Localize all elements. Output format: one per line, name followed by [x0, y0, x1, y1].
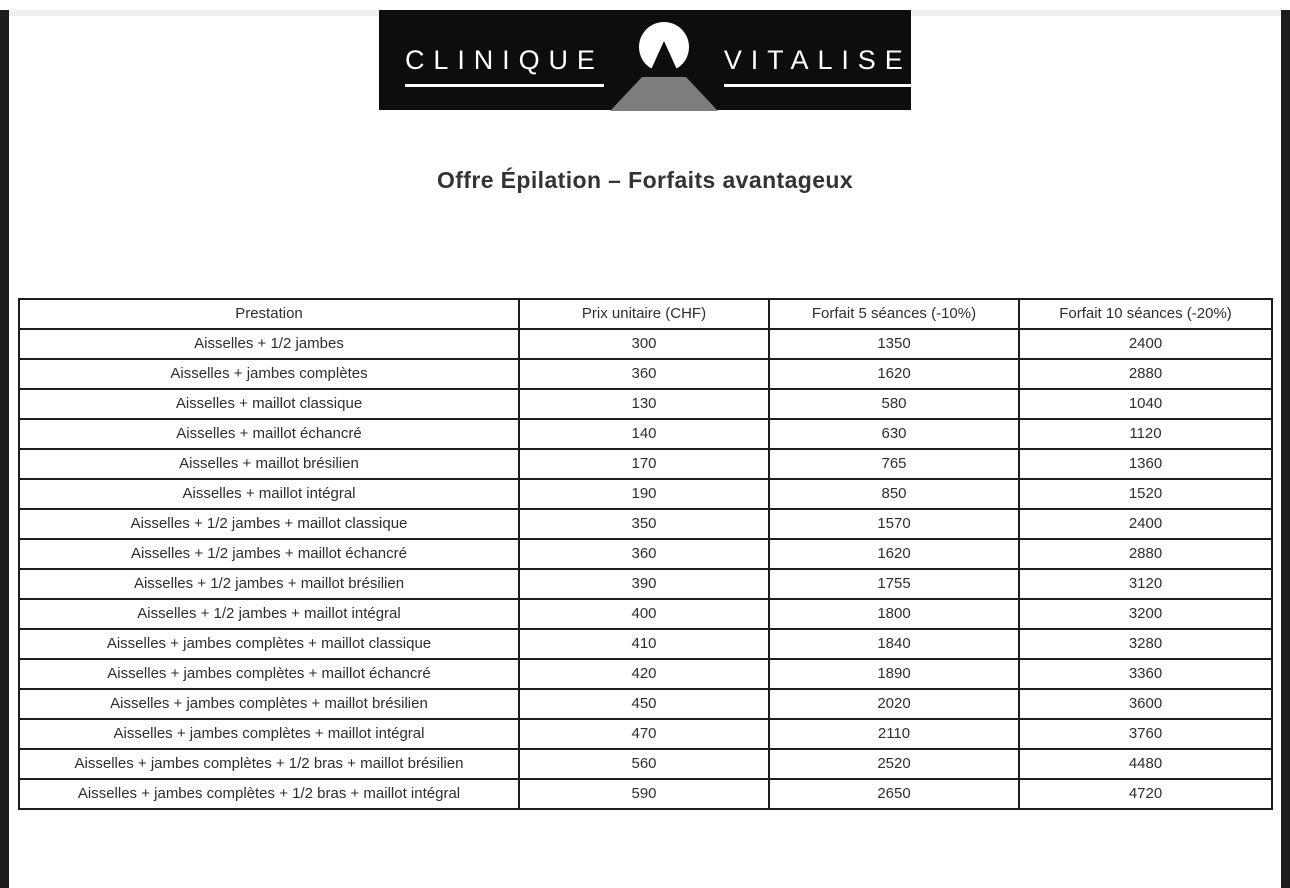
- cell-prestation: Aisselles + 1/2 jambes + maillot échancré: [19, 539, 519, 569]
- cell-pack5-price: 1755: [769, 569, 1019, 599]
- cell-pack5-price: 765: [769, 449, 1019, 479]
- table-row: [19, 599, 1272, 629]
- cell-pack10-price: 2400: [1019, 509, 1272, 539]
- cell-prestation: Aisselles + 1/2 jambes + maillot intégral: [19, 599, 519, 629]
- cell-prestation: Aisselles + 1/2 jambes + maillot classique: [19, 509, 519, 539]
- cell-unit-price: 140: [519, 419, 769, 449]
- clinic-logo: [379, 10, 911, 110]
- table-row: [19, 539, 1272, 569]
- cell-unit-price: 360: [519, 359, 769, 389]
- cell-pack5-price: 2650: [769, 779, 1019, 809]
- cell-pack5-price: 1840: [769, 629, 1019, 659]
- table-row: [19, 569, 1272, 599]
- screen-edge-right: [1281, 10, 1290, 888]
- header-row: [19, 299, 1272, 329]
- cell-pack5-price: 1890: [769, 659, 1019, 689]
- table-row: [19, 389, 1272, 419]
- cell-pack5-price: 2110: [769, 719, 1019, 749]
- table-row: [19, 629, 1272, 659]
- table-row: [19, 509, 1272, 539]
- cell-unit-price: 400: [519, 599, 769, 629]
- cell-pack10-price: 3120: [1019, 569, 1272, 599]
- table-row: [19, 689, 1272, 719]
- cell-pack5-price: 1800: [769, 599, 1019, 629]
- cell-pack5-price: 1620: [769, 539, 1019, 569]
- cell-prestation: Aisselles + jambes complètes + maillot brésilien: [19, 689, 519, 719]
- cell-prestation: Aisselles + jambes complètes + maillot intégral: [19, 719, 519, 749]
- cell-pack10-price: 4720: [1019, 779, 1272, 809]
- cell-pack10-price: 3360: [1019, 659, 1272, 689]
- cell-prestation: Aisselles + maillot échancré: [19, 419, 519, 449]
- cell-unit-price: 170: [519, 449, 769, 479]
- cell-pack5-price: 580: [769, 389, 1019, 419]
- table-row: [19, 659, 1272, 689]
- cell-prestation: Aisselles + maillot intégral: [19, 479, 519, 509]
- screen-edge-left: [0, 10, 9, 888]
- cell-unit-price: 590: [519, 779, 769, 809]
- cell-pack5-price: 1350: [769, 329, 1019, 359]
- cell-pack10-price: 4480: [1019, 749, 1272, 779]
- logo-brand-right: VITALISE: [724, 47, 912, 87]
- cell-prestation: Aisselles + jambes complètes: [19, 359, 519, 389]
- cell-prestation: Aisselles + jambes complètes + maillot échancré: [19, 659, 519, 689]
- cell-prestation: Aisselles + jambes complètes + 1/2 bras + maillot intégral: [19, 779, 519, 809]
- cell-prestation: Aisselles + 1/2 jambes: [19, 329, 519, 359]
- cell-pack10-price: 3600: [1019, 689, 1272, 719]
- cell-prestation: Aisselles + maillot classique: [19, 389, 519, 419]
- col-header-pack10: Forfait 10 séances (-20%): [1019, 299, 1272, 329]
- table-row: [19, 359, 1272, 389]
- cell-prestation: Aisselles + 1/2 jambes + maillot brésilien: [19, 569, 519, 599]
- cell-pack5-price: 1620: [769, 359, 1019, 389]
- cell-pack10-price: 2880: [1019, 539, 1272, 569]
- page-title: Offre Épilation – Forfaits avantageux: [436, 167, 854, 193]
- cell-pack5-price: 2520: [769, 749, 1019, 779]
- col-header-prestation: Prestation: [19, 299, 519, 329]
- logo-brand-left: CLINIQUE: [405, 47, 604, 87]
- cell-pack10-price: 3200: [1019, 599, 1272, 629]
- cell-pack5-price: 2020: [769, 689, 1019, 719]
- cell-unit-price: 360: [519, 539, 769, 569]
- cell-pack10-price: 1120: [1019, 419, 1272, 449]
- cell-pack10-price: 2880: [1019, 359, 1272, 389]
- cell-pack10-price: 1360: [1019, 449, 1272, 479]
- table-row: [19, 449, 1272, 479]
- cell-unit-price: 450: [519, 689, 769, 719]
- cell-unit-price: 420: [519, 659, 769, 689]
- col-header-pack5: Forfait 5 séances (-10%): [769, 299, 1019, 329]
- table-row: [19, 479, 1272, 509]
- cell-prestation: Aisselles + maillot brésilien: [19, 449, 519, 479]
- cell-prestation: Aisselles + jambes complètes + maillot classique: [19, 629, 519, 659]
- cell-unit-price: 300: [519, 329, 769, 359]
- cell-prestation: Aisselles + jambes complètes + 1/2 bras + maillot brésilien: [19, 749, 519, 779]
- table-row: [19, 419, 1272, 449]
- cell-unit-price: 390: [519, 569, 769, 599]
- cell-pack5-price: 630: [769, 419, 1019, 449]
- cell-pack10-price: 3280: [1019, 629, 1272, 659]
- cell-pack5-price: 1570: [769, 509, 1019, 539]
- col-header-unit-price: Prix unitaire (CHF): [519, 299, 769, 329]
- cell-pack10-price: 1040: [1019, 389, 1272, 419]
- cell-unit-price: 130: [519, 389, 769, 419]
- cell-pack10-price: 3760: [1019, 719, 1272, 749]
- cell-unit-price: 560: [519, 749, 769, 779]
- table-row: [19, 329, 1272, 359]
- table-row: [19, 779, 1272, 809]
- cell-unit-price: 190: [519, 479, 769, 509]
- cell-unit-price: 470: [519, 719, 769, 749]
- cell-unit-price: 350: [519, 509, 769, 539]
- pricing-table: [18, 298, 1273, 810]
- cell-pack5-price: 850: [769, 479, 1019, 509]
- table-row: [19, 749, 1272, 779]
- pricing-table-header: [19, 299, 1272, 329]
- cell-pack10-price: 1520: [1019, 479, 1272, 509]
- cell-unit-price: 410: [519, 629, 769, 659]
- sun-over-mountain-icon: [604, 9, 724, 111]
- price-table-body: [19, 329, 1272, 809]
- cell-pack10-price: 2400: [1019, 329, 1272, 359]
- table-row: [19, 719, 1272, 749]
